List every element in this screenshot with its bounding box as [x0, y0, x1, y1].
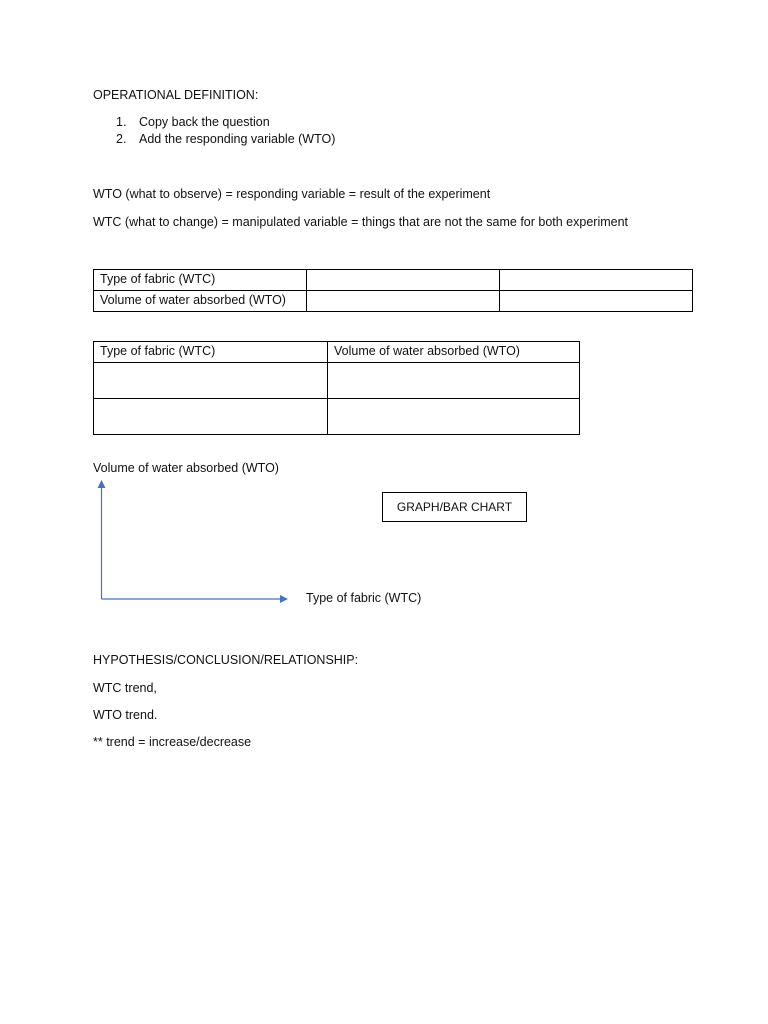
table-cell[interactable] — [307, 291, 500, 312]
table-cell[interactable] — [328, 363, 580, 399]
table-cell[interactable] — [500, 291, 693, 312]
wtc-trend-line: WTC trend, — [93, 681, 157, 695]
list-item-number: 1. — [116, 115, 127, 129]
table-header-cell: Type of fabric (WTC) — [94, 342, 328, 363]
section-heading-conclusion: HYPOTHESIS/CONCLUSION/RELATIONSHIP: — [93, 653, 359, 667]
list-item-number: 2. — [116, 132, 127, 146]
table-header-cell: Volume of water absorbed (WTO) — [328, 342, 580, 363]
table-header-row — [94, 342, 580, 363]
graph-axes — [90, 476, 300, 606]
graph-x-axis-label: Type of fabric (WTC) — [306, 591, 422, 605]
table-row — [94, 363, 580, 399]
table-cell[interactable] — [94, 363, 328, 399]
table-row — [94, 291, 693, 312]
section-heading-operational-definition: OPERATIONAL DEFINITION: — [93, 88, 259, 102]
table-cell[interactable] — [500, 270, 693, 291]
graph-type-label: GRAPH/BAR CHART — [396, 500, 513, 514]
table-cell[interactable]: Volume of water absorbed (WTO) — [94, 291, 307, 312]
list-item-text: Copy back the question — [139, 115, 270, 129]
list-item — [116, 132, 335, 146]
vertical-data-table — [93, 341, 580, 435]
y-axis-arrow-icon — [98, 480, 106, 488]
graph-y-axis-label: Volume of water absorbed (WTO) — [93, 461, 279, 475]
wtc-definition: WTC (what to change) = manipulated variable = things that are not the same for both experiment — [93, 215, 629, 229]
table-cell[interactable] — [307, 270, 500, 291]
wto-trend-line: WTO trend. — [93, 708, 158, 722]
list-item — [116, 115, 270, 129]
x-axis-arrow-icon — [280, 595, 288, 603]
list-item-text: Add the responding variable (WTO) — [139, 132, 336, 146]
horizontal-data-table — [93, 269, 693, 312]
table-cell[interactable] — [328, 399, 580, 435]
table-row — [94, 270, 693, 291]
table-cell[interactable] — [94, 399, 328, 435]
wto-definition: WTO (what to observe) = responding variable = result of the experiment — [93, 187, 491, 201]
table-row — [94, 399, 580, 435]
graph-type-box — [382, 492, 527, 522]
table-cell[interactable]: Type of fabric (WTC) — [94, 270, 307, 291]
trend-note: ** trend = increase/decrease — [93, 735, 252, 749]
